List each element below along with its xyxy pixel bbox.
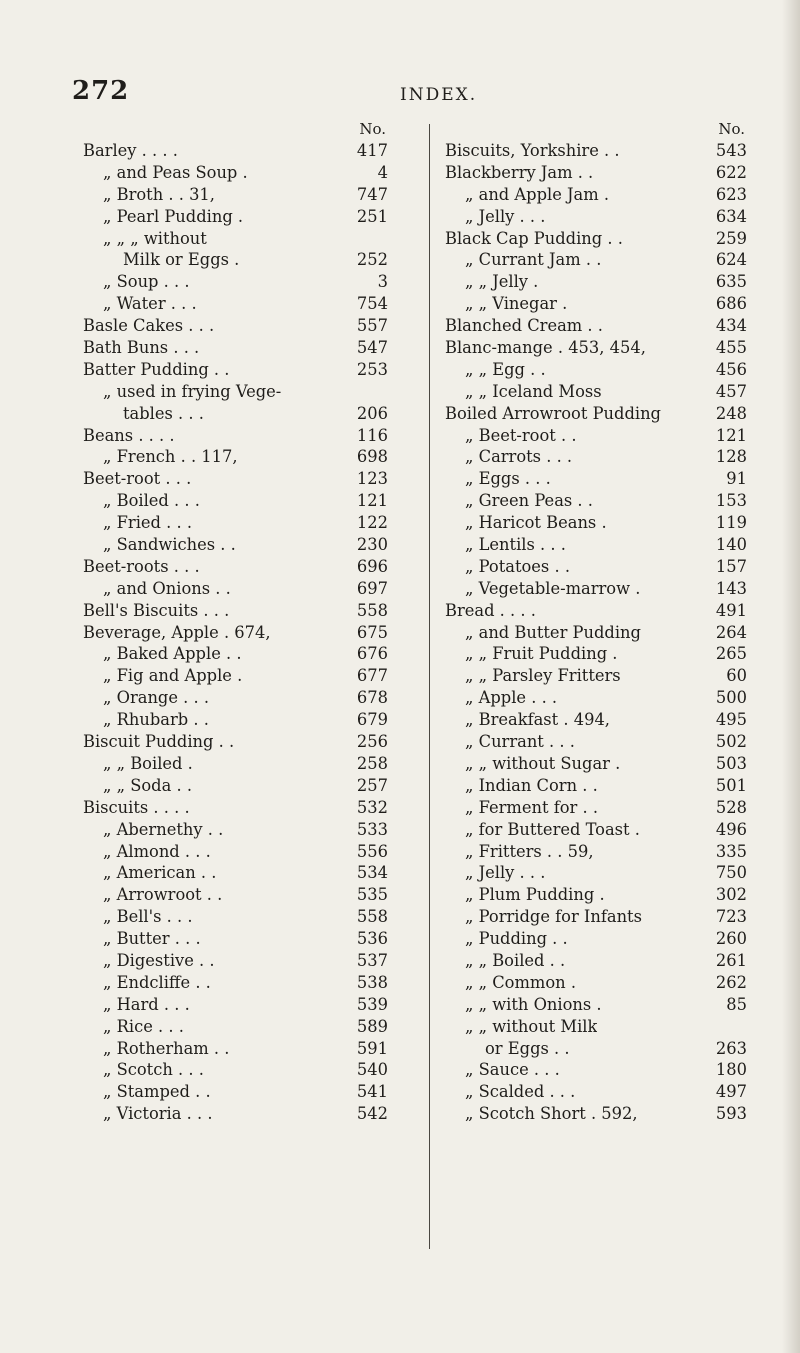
index-entry [445,687,747,709]
index-entry [445,556,747,578]
entry-number: 558 [356,907,388,927]
index-entry [83,1038,388,1060]
entry-number: 747 [356,184,388,204]
index-entry [445,337,747,359]
entry-text: „ and Apple Jam . [465,184,610,204]
entry-text: „ Haricot Beans . [465,513,607,533]
entry-text: „ Victoria . . . [103,1104,213,1124]
entry-text: „ Bell's . . . [103,907,193,927]
entry-text: „ „ „ without [103,228,207,248]
entry-text: „ Boiled . . . [103,491,200,511]
entry-text: „ Endcliffe . . [103,972,211,992]
index-entry [83,972,388,994]
entry-number: 500 [715,688,747,708]
entry-text: Biscuit Pudding . . [83,732,235,752]
index-entry [445,600,747,622]
entry-text: „ Fritters . . 59, [465,841,594,861]
entry-text: „ Plum Pudding . [465,885,605,905]
entry-number: 265 [715,644,747,664]
index-entry [83,687,388,709]
index-entry [445,403,747,425]
entry-text: „ and Peas Soup . [103,162,248,182]
index-entry [83,753,388,775]
index-entry [445,446,747,468]
index-entry [445,534,747,556]
entry-text: „ Jelly . . . [465,206,546,226]
entry-text: Beet-root . . . [83,469,192,489]
index-entry [83,797,388,819]
index-entry [445,1103,747,1125]
entry-text: „ Arrowroot . . [103,885,223,905]
entry-number: 624 [715,250,747,270]
entry-number: 257 [356,775,388,795]
index-entry [83,622,388,644]
entry-text: „ Vegetable-marrow . [465,578,641,598]
entry-number: 253 [356,359,388,379]
entry-text: Biscuits . . . . [83,797,190,817]
entry-text: „ Water . . . [103,294,197,314]
column-divider [429,124,430,1249]
index-entry [445,184,747,206]
index-entry [83,862,388,884]
index-entry [83,490,388,512]
index-entry [83,534,388,556]
entry-number: 556 [356,841,388,861]
index-entry [83,1059,388,1081]
entry-text: „ „ Vinegar . [465,294,568,314]
entry-text: „ American . . [103,863,217,883]
entry-text: „ Stamped . . [103,1082,211,1102]
entry-text: „ Rhubarb . . [103,710,209,730]
entry-text: Batter Pudding . . [83,359,230,379]
entry-number: 119 [715,513,747,533]
entry-text: „ Porridge for Infants [465,907,642,927]
index-entry [83,775,388,797]
entry-number: 589 [356,1016,388,1036]
entry-text: Bell's Biscuits . . . [83,600,230,620]
entry-text: „ „ without Milk [465,1016,598,1036]
entry-number: 123 [356,469,388,489]
index-entry [83,512,388,534]
entry-text: „ used in frying Vege- [103,381,282,401]
index-entry [83,293,388,315]
entry-number: 262 [715,972,747,992]
index-entry [445,468,747,490]
entry-number: 495 [715,710,747,730]
entry-text: Beans . . . . [83,425,175,445]
index-entry [445,753,747,775]
entry-text: „ Apple . . . [465,688,558,708]
column-heading: No. [359,120,386,138]
entry-text: „ Eggs . . . [465,469,551,489]
entry-text: Black Cap Pudding . . [445,228,623,248]
entry-text: „ „ Jelly . [465,272,539,292]
index-entry [445,578,747,600]
entry-number: 539 [356,994,388,1014]
index-entry [83,841,388,863]
index-entry [445,819,747,841]
entry-text: „ Breakfast . 494, [465,710,610,730]
index-entry [445,950,747,972]
entry-text: „ and Butter Pudding [465,622,641,642]
entry-number: 535 [356,885,388,905]
entry-text: „ Pudding . . [465,929,568,949]
entry-number: 532 [356,797,388,817]
entry-number: 635 [715,272,747,292]
entry-text: Beet-roots . . . [83,556,200,576]
index-entry [83,578,388,600]
entry-text: Basle Cakes . . . [83,316,215,336]
index-entry [83,928,388,950]
entry-number: 3 [377,272,388,292]
entry-number: 335 [715,841,747,861]
entry-number: 153 [715,491,747,511]
entry-number: 501 [715,775,747,795]
index-entry [83,731,388,753]
entry-number: 540 [356,1060,388,1080]
entry-text: „ Jelly . . . [465,863,546,883]
entry-number: 622 [715,162,747,182]
entry-text: „ Baked Apple . . [103,644,242,664]
entry-text: „ „ Boiled . [103,753,193,773]
entry-number: 593 [715,1104,747,1124]
entry-number: 4 [377,162,388,182]
index-entry [445,884,747,906]
entry-text: „ Sauce . . . [465,1060,560,1080]
entry-text: Bread . . . . [445,600,536,620]
entry-text: „ Hard . . . [103,994,190,1014]
entry-text: tables . . . [123,403,204,423]
index-entry [445,162,747,184]
index-entry [83,994,388,1016]
entry-number: 528 [715,797,747,817]
entry-text: „ „ Iceland Moss [465,381,602,401]
entry-number: 248 [715,403,747,423]
index-entry [83,1081,388,1103]
column-heading: No. [718,120,745,138]
entry-text: „ Rotherham . . [103,1038,230,1058]
index-entry [83,950,388,972]
entry-number: 547 [356,338,388,358]
entry-text: Blanc-mange . 453, 454, [445,338,646,358]
index-entry [445,1038,747,1060]
index-entry [445,490,747,512]
entry-number: 591 [356,1038,388,1058]
entry-text: „ Digestive . . [103,950,215,970]
index-entry [83,249,388,271]
entry-number: 503 [715,753,747,773]
entry-number [384,228,388,250]
entry-number: 256 [356,732,388,752]
index-entry [83,819,388,841]
entry-number: 121 [715,425,747,445]
index-entry [83,556,388,578]
entry-text: „ for Buttered Toast . [465,819,640,839]
index-column-left [83,118,388,1125]
entry-number: 302 [715,885,747,905]
entry-number: 675 [356,622,388,642]
entry-number: 258 [356,753,388,773]
entry-text: „ Scalded . . . [465,1082,576,1102]
entry-number: 677 [356,666,388,686]
entry-number: 121 [356,491,388,511]
index-entry [83,206,388,228]
index-entry [445,425,747,447]
index-entry [445,140,747,162]
entry-number: 455 [715,338,747,358]
entry-text: „ „ Soda . . [103,775,193,795]
entry-text: „ „ Fruit Pudding . [465,644,618,664]
entry-text: Blackberry Jam . . [445,162,594,182]
entry-number: 676 [356,644,388,664]
index-entry [445,928,747,950]
index-entry [445,906,747,928]
index-entry [83,228,388,250]
entry-text: „ Abernethy . . [103,819,224,839]
index-entry [83,425,388,447]
entry-text: „ Orange . . . [103,688,210,708]
index-entry [445,775,747,797]
entry-number: 558 [356,600,388,620]
entry-number: 456 [715,359,747,379]
index-entry [83,906,388,928]
entry-number: 698 [356,447,388,467]
entry-number: 697 [356,578,388,598]
entry-number: 230 [356,535,388,555]
entry-number: 116 [356,425,388,445]
page-number: 272 [72,76,130,106]
entry-number: 91 [726,469,747,489]
index-entry [445,381,747,403]
entry-number: 260 [715,929,747,949]
entry-text: „ „ with Onions . [465,994,602,1014]
index-entry [83,140,388,162]
index-entry [83,162,388,184]
entry-number: 538 [356,972,388,992]
entry-text: „ Butter . . . [103,929,201,949]
entry-text: „ Carrots . . . [465,447,573,467]
entry-text: Biscuits, Yorkshire . . [445,141,620,160]
entry-text: „ Indian Corn . . [465,775,598,795]
entry-text: „ „ Boiled . . [465,950,566,970]
index-entry [445,862,747,884]
index-entry [83,1103,388,1125]
entry-number: 180 [715,1060,747,1080]
entry-number: 60 [726,666,747,686]
entry-number: 536 [356,929,388,949]
running-head: INDEX. [400,85,478,105]
entry-number: 496 [715,819,747,839]
index-entry [445,206,747,228]
index-entry [445,293,747,315]
entry-number: 750 [715,863,747,883]
entry-text: „ Currant Jam . . [465,250,602,270]
index-entry [83,337,388,359]
entry-number: 686 [715,294,747,314]
index-entry [83,184,388,206]
index-entry [445,797,747,819]
index-entry [83,381,388,403]
entry-text: „ Fig and Apple . [103,666,243,686]
entry-text: „ Sandwiches . . [103,535,236,555]
entry-text: „ Scotch Short . 592, [465,1104,638,1124]
entry-list [83,140,388,1125]
index-entry [445,709,747,731]
index-entry [83,1016,388,1038]
index-entry [445,972,747,994]
entry-number: 542 [356,1104,388,1124]
index-column-right [445,118,747,1125]
index-entry [83,446,388,468]
entry-number: 754 [356,294,388,314]
index-entry [83,665,388,687]
index-entry [445,731,747,753]
entry-number: 206 [356,403,388,423]
entry-text: Blanched Cream . . [445,316,603,336]
index-entry [445,271,747,293]
index-entry [445,359,747,381]
entry-text: „ Soup . . . [103,272,190,292]
entry-number: 533 [356,819,388,839]
index-entry [83,403,388,425]
index-entry [83,600,388,622]
entry-number: 252 [356,250,388,270]
index-entry [83,315,388,337]
entry-number: 143 [715,578,747,598]
entry-number: 537 [356,950,388,970]
entry-text: „ Pearl Pudding . [103,206,244,226]
page-edge-shadow [782,0,800,1353]
entry-number: 679 [356,710,388,730]
entry-number: 457 [715,381,747,401]
entry-text: „ and Onions . . [103,578,231,598]
entry-text: „ Currant . . . [465,732,575,752]
index-entry [445,512,747,534]
entry-number: 557 [356,316,388,336]
index-entry [445,643,747,665]
entry-text: „ „ without Sugar . [465,753,621,773]
entry-number: 502 [715,732,747,752]
entry-number: 723 [715,907,747,927]
entry-text: „ Ferment for . . [465,797,599,817]
entry-text: „ Rice . . . [103,1016,184,1036]
entry-text: „ „ Parsley Fritters [465,666,621,686]
index-entry [83,709,388,731]
entry-number: 417 [356,141,388,160]
entry-number: 128 [715,447,747,467]
index-entry [83,359,388,381]
index-entry [445,665,747,687]
entry-number: 623 [715,184,747,204]
index-entry [445,622,747,644]
entry-text: „ Potatoes . . [465,556,570,576]
index-entry [445,228,747,250]
index-entry [83,271,388,293]
entry-text: „ Green Peas . . [465,491,593,511]
entry-number: 696 [356,556,388,576]
entry-number: 122 [356,513,388,533]
entry-text: „ Lentils . . . [465,535,566,555]
entry-text: Bath Buns . . . [83,338,200,358]
entry-text: Barley . . . . [83,141,178,160]
index-entry [83,643,388,665]
entry-number [384,381,388,403]
entry-text: „ French . . 117, [103,447,238,467]
entry-text: „ Almond . . . [103,841,211,861]
entry-text: „ Beet-root . . [465,425,577,445]
index-entry [445,249,747,271]
entry-text: „ „ Common . [465,972,576,992]
entry-list [445,140,747,1125]
entry-number: 678 [356,688,388,708]
entry-number [743,1016,747,1038]
entry-text: Boiled Arrowroot Pudding [445,403,661,423]
entry-text: Milk or Eggs . [123,250,240,270]
entry-number: 434 [715,316,747,336]
index-entry [445,315,747,337]
entry-number: 543 [715,141,747,160]
entry-number: 264 [715,622,747,642]
index-entry [445,1081,747,1103]
entry-text: Beverage, Apple . 674, [83,622,271,642]
entry-number: 251 [356,206,388,226]
entry-text: „ Broth . . 31, [103,184,215,204]
index-entry [83,468,388,490]
entry-number: 634 [715,206,747,226]
entry-number: 261 [715,950,747,970]
index-entry [445,994,747,1016]
entry-number: 85 [726,994,747,1014]
index-entry [445,841,747,863]
entry-number: 541 [356,1082,388,1102]
entry-text: or Eggs . . [485,1038,570,1058]
entry-number: 140 [715,535,747,555]
entry-text: „ „ Egg . . [465,359,546,379]
entry-number: 497 [715,1082,747,1102]
entry-number: 263 [715,1038,747,1058]
index-entry [83,884,388,906]
index-entry [445,1059,747,1081]
index-entry [445,1016,747,1038]
entry-number: 259 [715,228,747,248]
entry-number: 491 [715,600,747,620]
entry-number: 157 [715,556,747,576]
entry-number: 534 [356,863,388,883]
entry-text: „ Fried . . . [103,513,193,533]
entry-text: „ Scotch . . . [103,1060,204,1080]
